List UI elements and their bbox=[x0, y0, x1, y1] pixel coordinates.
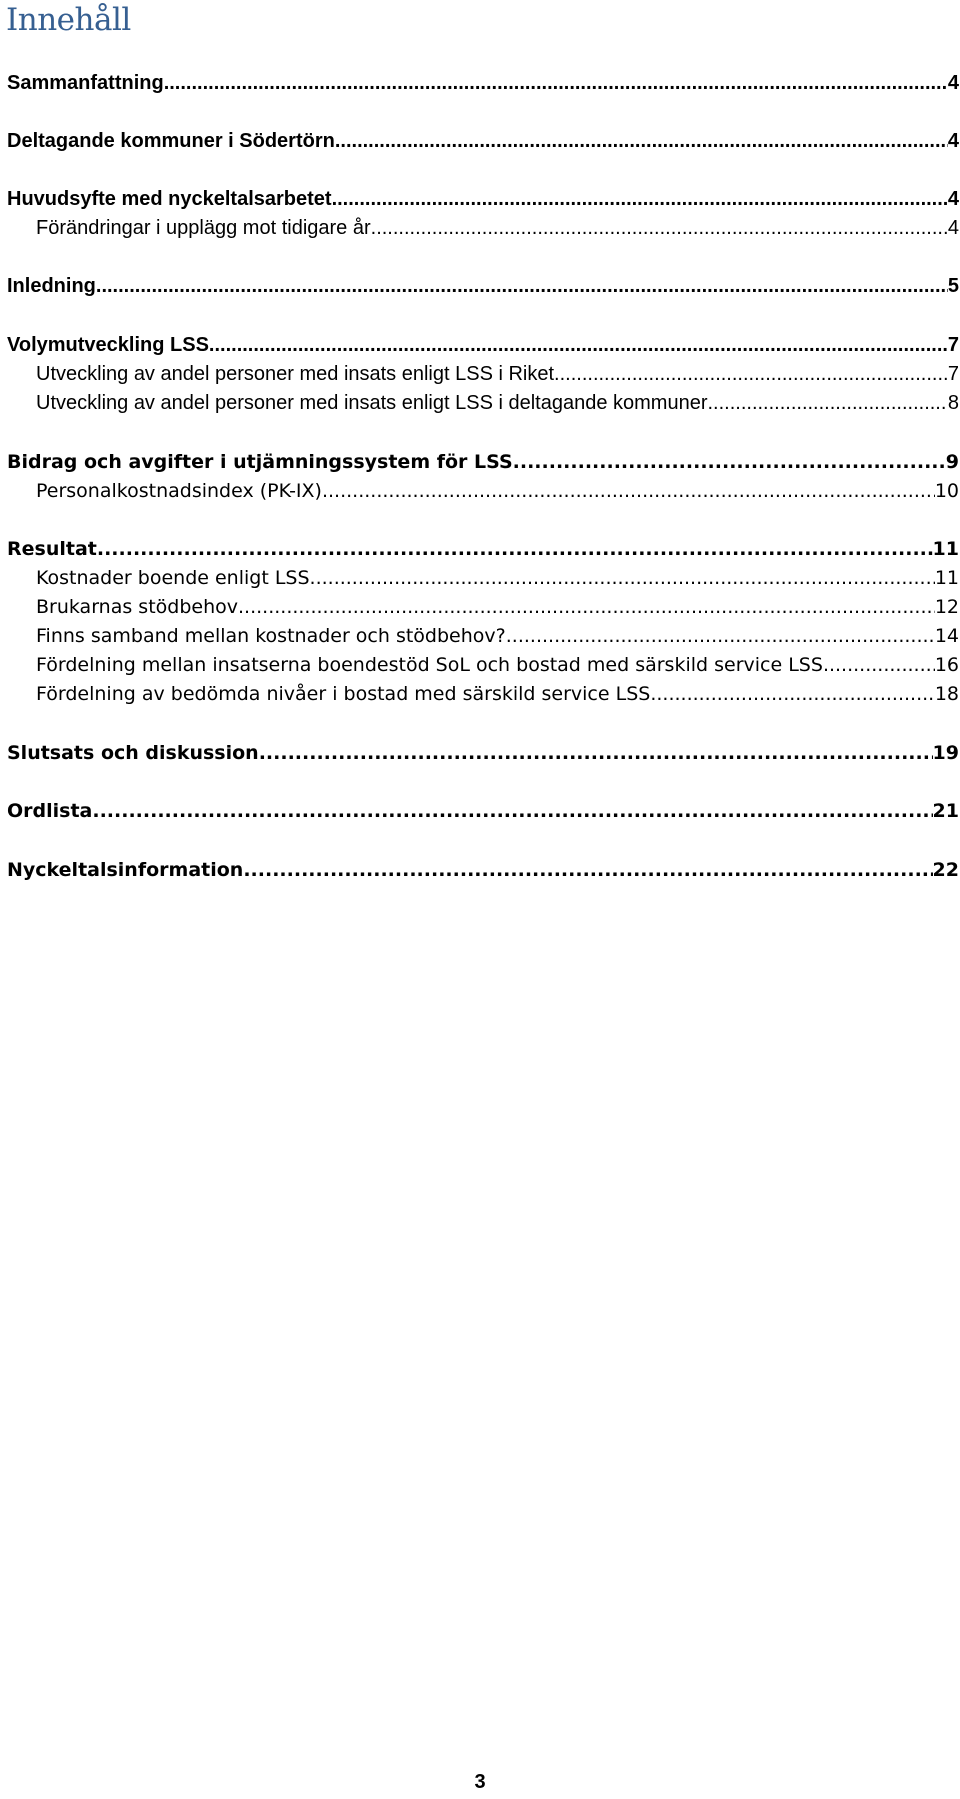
toc-entry-label: Huvudsyfte med nyckeltalsarbetet bbox=[7, 188, 332, 210]
toc-leader-dots bbox=[97, 538, 933, 560]
toc-leader-dots bbox=[243, 859, 932, 881]
toc-entry-label: Utveckling av andel personer med insats enligt LSS i deltagande kommuner bbox=[36, 392, 708, 414]
toc-entry-label: Nyckeltalsinformation bbox=[7, 859, 244, 881]
toc-entry-label: Volymutveckling LSS bbox=[7, 334, 209, 356]
toc-entry-utveckling-riket[interactable] bbox=[36, 363, 959, 393]
toc-page-number: 14 bbox=[934, 625, 959, 647]
toc-page-number: 18 bbox=[934, 683, 959, 705]
toc-entry-label: Förändringar i upplägg mot tidigare år bbox=[36, 217, 371, 239]
toc-entry-volymutveckling[interactable] bbox=[7, 334, 959, 364]
toc-entry-bidrag-avgifter[interactable] bbox=[7, 451, 959, 481]
toc-leader-dots bbox=[310, 567, 935, 589]
toc-entry-brukarnas-stodbehov[interactable] bbox=[36, 596, 959, 626]
toc-page-number: 11 bbox=[934, 567, 959, 589]
toc-leader-dots bbox=[506, 625, 935, 647]
toc-page-number: 22 bbox=[932, 859, 959, 881]
toc-leader-dots bbox=[322, 480, 935, 502]
toc-leader-dots bbox=[554, 363, 948, 386]
toc-entry-label: Kostnader boende enligt LSS bbox=[36, 567, 310, 589]
toc-leader-dots bbox=[92, 800, 932, 822]
toc-entry-ordlista[interactable] bbox=[7, 800, 959, 830]
toc-page-number: 21 bbox=[932, 800, 959, 822]
toc-entry-nyckeltalsinformation[interactable] bbox=[7, 859, 959, 889]
page-number: 3 bbox=[474, 1771, 486, 1793]
toc-entry-label: Resultat bbox=[7, 538, 97, 560]
toc-entry-inledning[interactable] bbox=[7, 275, 959, 305]
toc-leader-dots bbox=[238, 596, 935, 618]
toc-entry-label: Slutsats och diskussion bbox=[7, 742, 259, 764]
toc-page-number: 19 bbox=[932, 742, 959, 764]
toc-entry-label: Fördelning av bedömda nivåer i bostad med särskild service LSS bbox=[36, 683, 651, 705]
toc-entry-label: Ordlista bbox=[7, 800, 93, 822]
toc-entry-label: Bidrag och avgifter i utjämningssystem för LSS bbox=[7, 451, 513, 473]
toc-leader-dots bbox=[259, 742, 933, 764]
toc-entry-label: Deltagande kommuner i Södertörn bbox=[7, 130, 335, 152]
toc-entry-forandringar[interactable] bbox=[36, 217, 959, 247]
toc-page-number: 8 bbox=[947, 392, 959, 414]
toc-entry-label: Utveckling av andel personer med insats enligt LSS i Riket bbox=[36, 363, 555, 385]
toc-entry-samband[interactable] bbox=[36, 625, 959, 655]
toc-page-number: 5 bbox=[947, 275, 959, 297]
toc-leader-dots bbox=[707, 392, 947, 415]
toc-leader-dots bbox=[371, 217, 948, 240]
toc-entry-fordelning-nivaer[interactable] bbox=[36, 683, 959, 713]
toc-entry-sammanfattning[interactable] bbox=[7, 72, 959, 102]
toc-entry-personalkostnadsindex[interactable] bbox=[36, 480, 959, 510]
toc-entry-label: Finns samband mellan kostnader och stödbehov? bbox=[36, 625, 506, 647]
toc-leader-dots bbox=[96, 275, 948, 298]
toc-page-number: 4 bbox=[947, 72, 959, 94]
toc-entry-kostnader-boende[interactable] bbox=[36, 567, 959, 597]
toc-leader-dots bbox=[335, 130, 948, 153]
toc-entry-utveckling-kommuner[interactable] bbox=[36, 392, 959, 422]
toc-entry-label: Fördelning mellan insatserna boendestöd SoL och bostad med särskild service LSS bbox=[36, 654, 823, 676]
toc-page-number: 10 bbox=[934, 480, 959, 502]
toc-entry-label: Inledning bbox=[7, 275, 96, 297]
toc-page-number: 4 bbox=[947, 130, 959, 152]
toc-entry-label: Sammanfattning bbox=[7, 72, 164, 94]
toc-leader-dots bbox=[513, 451, 946, 473]
toc-page-number: 9 bbox=[945, 451, 959, 473]
toc-leader-dots bbox=[164, 72, 948, 95]
toc-page-number: 7 bbox=[947, 363, 959, 385]
toc-entry-label: Brukarnas stödbehov bbox=[36, 596, 238, 618]
toc-entry-resultat[interactable] bbox=[7, 538, 959, 568]
toc-leader-dots bbox=[650, 683, 934, 705]
toc-leader-dots bbox=[209, 334, 948, 357]
toc-leader-dots bbox=[332, 188, 948, 211]
toc-entry-slutsats[interactable] bbox=[7, 742, 959, 772]
toc-entry-huvudsyfte[interactable] bbox=[7, 188, 959, 218]
toc-page-number: 16 bbox=[934, 654, 959, 676]
toc-entry-fordelning-insatser[interactable] bbox=[36, 654, 959, 684]
toc-page-number: 7 bbox=[947, 334, 959, 356]
toc-heading: Innehåll bbox=[6, 2, 131, 38]
toc-page-number: 4 bbox=[947, 217, 959, 239]
toc-page-number: 4 bbox=[947, 188, 959, 210]
toc-page-number: 12 bbox=[934, 596, 959, 618]
toc-entry-label: Personalkostnadsindex (PK-IX) bbox=[36, 480, 322, 502]
toc-page-number: 11 bbox=[932, 538, 959, 560]
toc-leader-dots bbox=[823, 654, 935, 676]
toc-entry-deltagande-kommuner[interactable] bbox=[7, 130, 959, 160]
